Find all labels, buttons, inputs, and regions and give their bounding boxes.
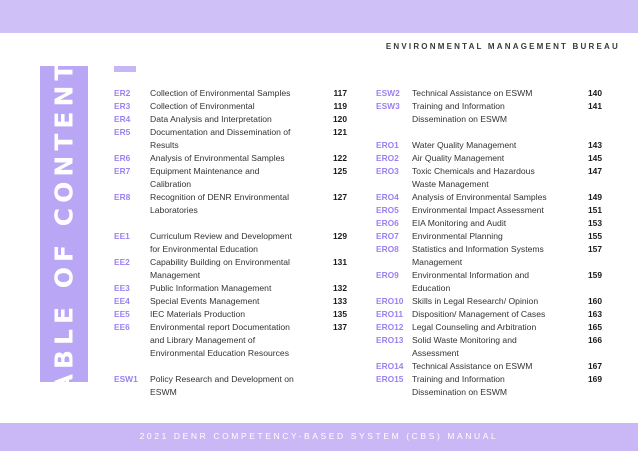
toc-code: ER6	[114, 153, 131, 163]
toc-title-line: Collection of Environmental Samples	[150, 88, 291, 98]
toc-entry	[376, 269, 602, 295]
toc-title-line: Technical Assistance on ESWM	[412, 88, 533, 98]
toc-code: ER4	[114, 114, 131, 124]
toc-entry	[114, 256, 347, 282]
toc-code: EE5	[114, 309, 130, 319]
toc-page-number: 132	[333, 283, 347, 293]
toc-entry	[376, 87, 602, 100]
toc-page-number: 120	[333, 114, 347, 124]
toc-page-number: 131	[333, 257, 347, 267]
toc-page-number: 160	[588, 296, 602, 306]
toc-title-line: Air Quality Management	[412, 153, 505, 163]
toc-entry	[376, 308, 602, 321]
toc-code: EE1	[114, 231, 130, 241]
toc-title-line: Training and Information	[412, 374, 505, 384]
toc-title-line: Analysis of Environmental Samples	[412, 192, 547, 202]
toc-title-line: Solid Waste Monitoring and	[412, 335, 517, 345]
toc-entry	[114, 113, 347, 126]
toc-title-line: Training and Information	[412, 101, 505, 111]
toc-title-line: Environmental Impact Assessment	[412, 205, 544, 215]
toc-entry	[376, 230, 602, 243]
toc-title-line: Capability Building on Environmental	[150, 257, 290, 267]
toc-title-line: Water Quality Management	[412, 140, 517, 150]
sidebar-title: TABLE OF CONTENTS	[49, 35, 79, 413]
toc-page-number: 169	[588, 374, 602, 384]
toc-page-number: 155	[588, 231, 602, 241]
toc-code: ER8	[114, 192, 131, 202]
toc-entry	[114, 295, 347, 308]
toc-entry	[114, 165, 347, 191]
toc-page-number: 159	[588, 270, 602, 280]
toc-page-number: 127	[333, 192, 347, 202]
toc-title-line: Curriculum Review and Development	[150, 231, 292, 241]
toc-entry	[114, 373, 347, 399]
toc-title-line: Management	[412, 257, 463, 267]
toc-code: ESW2	[376, 88, 400, 98]
toc-page-number: 147	[588, 166, 602, 176]
toc-title-line: Public Information Management	[150, 283, 272, 293]
toc-entry	[114, 100, 347, 113]
toc-title-line: Disposition/ Management of Cases	[412, 309, 546, 319]
toc-code: ERO12	[376, 322, 404, 332]
toc-entry	[114, 126, 347, 152]
toc-page-number: 121	[333, 127, 347, 137]
toc-entry	[114, 282, 347, 295]
accent-bar	[114, 66, 136, 72]
toc-entry	[376, 152, 602, 165]
toc-page-number: 122	[333, 153, 347, 163]
toc-page-number: 125	[333, 166, 347, 176]
toc-title-line: Collection of Environmental	[150, 101, 255, 111]
toc-entry	[376, 360, 602, 373]
toc-code: ESW3	[376, 101, 400, 111]
toc-entry	[114, 191, 347, 217]
toc-title-line: Environmental Education Resources	[150, 348, 290, 358]
sidebar-title-wrap	[40, 35, 88, 413]
toc-entry	[376, 295, 602, 308]
toc-entry	[114, 321, 347, 360]
toc-title-line: Legal Counseling and Arbitration	[412, 322, 537, 332]
toc-code: ER5	[114, 127, 131, 137]
toc-code: ERO13	[376, 335, 404, 345]
toc-page-number: 117	[333, 88, 347, 98]
toc-title-line: Dissemination on ESWM	[412, 387, 508, 397]
toc-code: ERO5	[376, 205, 399, 215]
toc-entry	[376, 204, 602, 217]
toc-code: ERO6	[376, 218, 399, 228]
toc-title-line: Equipment Maintenance and	[150, 166, 260, 176]
toc-title-line: Documentation and Dissemination of	[150, 127, 291, 137]
toc-code: ERO14	[376, 361, 404, 371]
toc-code: ER3	[114, 101, 131, 111]
toc-code: EE3	[114, 283, 130, 293]
toc-page-number: 141	[588, 101, 602, 111]
footer-text: 2021 DENR COMPETENCY-BASED SYSTEM (CBS) MANUAL	[139, 431, 499, 441]
toc-entry	[376, 243, 602, 269]
toc-title-line: Assessment	[412, 348, 459, 358]
toc-title-line: and Library Management of	[150, 335, 256, 345]
toc-page-number: 135	[333, 309, 347, 319]
toc-title-line: IEC Materials Production	[150, 309, 246, 319]
toc-page-number: 153	[588, 218, 602, 228]
toc-code: EE6	[114, 322, 130, 332]
toc-title-line: Management	[150, 270, 201, 280]
toc-page-number: 119	[333, 101, 347, 111]
toc-entry	[376, 139, 602, 152]
toc-title-line: Data Analysis and Interpretation	[150, 114, 272, 124]
toc-entry	[376, 334, 602, 360]
toc-code: ER2	[114, 88, 131, 98]
toc-title-line: Special Events Management	[150, 296, 260, 306]
toc-page-number: 157	[588, 244, 602, 254]
toc-title-line: Environmental Information and	[412, 270, 530, 280]
toc-code: ERO15	[376, 374, 404, 384]
toc-page-number: 151	[588, 205, 602, 215]
toc-title-line: Education	[412, 283, 451, 293]
toc-page-number: 133	[333, 296, 347, 306]
toc-code: ERO7	[376, 231, 399, 241]
toc-title-line: Dissemination on ESWM	[412, 114, 508, 124]
toc-entry	[114, 308, 347, 321]
toc-entry	[376, 373, 602, 399]
toc-page-number: 143	[588, 140, 602, 150]
toc-title-line: Statistics and Information Systems	[412, 244, 544, 254]
toc-title-line: Technical Assistance on ESWM	[412, 361, 533, 371]
toc-entry	[376, 165, 602, 191]
toc-entry	[114, 152, 347, 165]
toc-code: EE2	[114, 257, 130, 267]
toc-entry	[114, 230, 347, 256]
toc-page-number: 137	[333, 322, 347, 332]
toc-page-number: 163	[588, 309, 602, 319]
toc-page-number: 167	[588, 361, 602, 371]
toc-code: EE4	[114, 296, 130, 306]
toc-code: ERO1	[376, 140, 399, 150]
toc-code: ERO11	[376, 309, 404, 319]
toc-title-line: Calibration	[150, 179, 192, 189]
toc-code: ER7	[114, 166, 131, 176]
toc-code: ERO3	[376, 166, 399, 176]
toc-code: ERO4	[376, 192, 399, 202]
toc-page-number: 145	[588, 153, 602, 163]
toc-entry	[376, 217, 602, 230]
toc-title-line: for Environmental Education	[150, 244, 258, 254]
toc-code: ESW1	[114, 374, 138, 384]
toc-page-number: 129	[333, 231, 347, 241]
toc-page-number: 165	[588, 322, 602, 332]
toc-title-line: Analysis of Environmental Samples	[150, 153, 285, 163]
top-band	[0, 0, 638, 33]
toc-code: ERO2	[376, 153, 399, 163]
toc-entry	[376, 321, 602, 334]
toc-code: ERO9	[376, 270, 399, 280]
toc-page-number: 149	[588, 192, 602, 202]
toc-title-line: Environmental report Documentation	[150, 322, 290, 332]
toc-entry	[376, 191, 602, 204]
bureau-name: ENVIRONMENTAL MANAGEMENT BUREAU	[385, 42, 620, 51]
toc-code: ERO10	[376, 296, 404, 306]
toc-page-number: 166	[588, 335, 602, 345]
toc-title-line: Recognition of DENR Environmental	[150, 192, 289, 202]
toc-title-line: Laboratories	[150, 205, 198, 215]
toc-code: ERO8	[376, 244, 399, 254]
toc-title-line: ESWM	[150, 387, 177, 397]
toc-entry	[114, 87, 347, 100]
toc-title-line: EIA Monitoring and Audit	[412, 218, 507, 228]
toc-title-line: Waste Management	[412, 179, 489, 189]
toc-title-line: Results	[150, 140, 179, 150]
toc-title-line: Environmental Planning	[412, 231, 503, 241]
toc-title-line: Policy Research and Development on	[150, 374, 294, 384]
toc-page-number: 140	[588, 88, 602, 98]
toc-title-line: Toxic Chemicals and Hazardous	[412, 166, 535, 176]
toc-entry	[376, 100, 602, 126]
toc-title-line: Skills in Legal Research/ Opinion	[412, 296, 539, 306]
